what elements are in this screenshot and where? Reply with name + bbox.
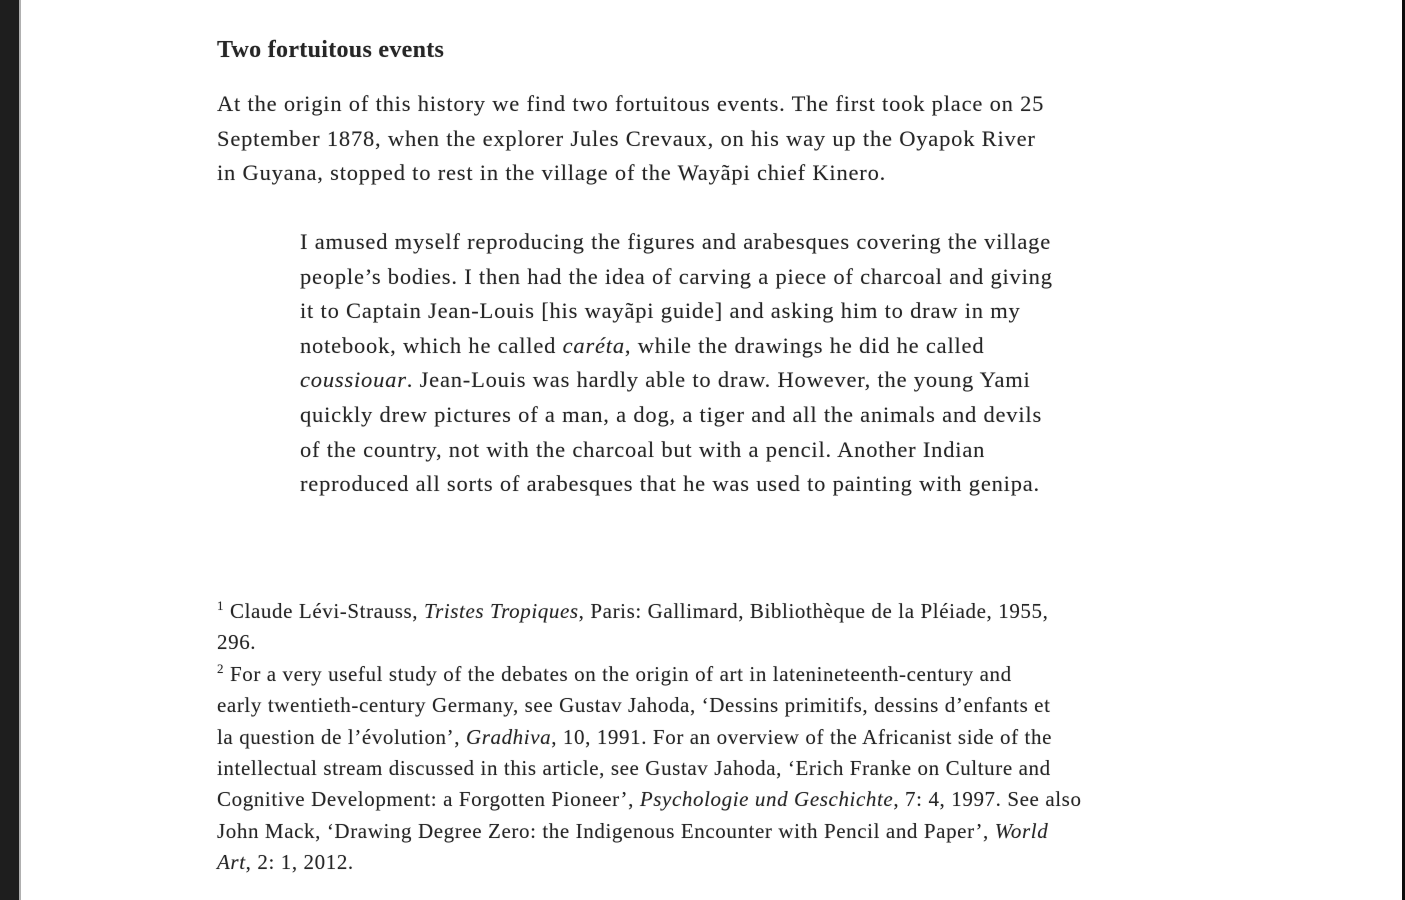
italic-text-run: Psychologie und Geschichte — [639, 787, 894, 812]
text-line — [217, 753, 1082, 784]
text-run: , 10, 1991. For an overview of the Africanist side of the — [551, 724, 1052, 749]
text-line — [300, 433, 1053, 468]
text-line — [300, 467, 1053, 502]
footnote-1 — [217, 596, 1082, 659]
footnote-marker: 1 — [217, 598, 225, 613]
text-run: quickly drew pictures of a man, a dog, a tiger and all the animals and devils — [300, 401, 1043, 427]
text-line — [217, 690, 1082, 721]
footnote-marker: 2 — [217, 660, 225, 676]
text-run: Cognitive Development: a Forgotten Pioneer’, — [217, 787, 640, 812]
viewer-left-dark-bar — [0, 0, 19, 900]
text-run: For a very useful study of the debates on the origin of art in latenineteenth-century and — [224, 661, 1012, 686]
text-line — [217, 122, 1044, 157]
text-run: reproduced all sorts of arabesques that he was used to painting with genipa. — [300, 471, 1040, 497]
text-line — [217, 596, 1082, 627]
text-run: notebook, which he called — [300, 332, 563, 358]
text-run: At the origin of this history we find two fortuitous events. The first took place on 25 — [217, 91, 1045, 116]
italic-text-run: World — [994, 818, 1049, 843]
text-run: I amused myself reproducing the figures and arabesques covering the village — [300, 229, 1052, 254]
text-line — [217, 847, 1082, 878]
text-run: . Jean-Louis was hardly able to draw. However, the young Yami — [406, 367, 1031, 393]
text-line — [217, 722, 1082, 753]
text-line — [300, 363, 1053, 398]
block-quote — [300, 225, 1053, 502]
text-line — [300, 329, 1053, 364]
text-line — [300, 294, 1053, 329]
text-line — [217, 87, 1044, 122]
section-heading: Two fortuitous events — [217, 37, 445, 64]
footnotes-section — [217, 596, 1082, 879]
text-run: of the country, not with the charcoal but with a pencil. Another Indian — [300, 436, 986, 462]
italic-text-run: Tristes Tropiques — [423, 599, 579, 623]
text-line — [300, 225, 1053, 260]
footnote-2 — [217, 659, 1082, 879]
text-run: in Guyana, stopped to rest in the village of the Wayãpi chief Kinero. — [217, 160, 887, 185]
italic-text-run: caréta — [562, 332, 625, 358]
text-run: John Mack, ‘Drawing Degree Zero: the Indigenous Encounter with Pencil and Paper’, — [217, 818, 995, 843]
text-line — [217, 816, 1082, 847]
text-run: , 7: 4, 1997. See also — [893, 787, 1082, 812]
text-run: , Paris: Gallimard, Bibliothèque de la Pléiade, 1955, — [578, 599, 1049, 623]
text-line — [300, 398, 1053, 433]
text-run: 296. — [217, 630, 257, 655]
text-run: September 1878, when the explorer Jules Crevaux, on his way up the Oyapok River — [217, 125, 1036, 151]
text-run: early twentieth-century Germany, see Gustav Jahoda, ‘Dessins primitifs, dessins d’enfants et — [217, 693, 1051, 718]
text-line — [300, 260, 1053, 295]
text-run: , 2: 1, 2012. — [245, 850, 354, 875]
text-line — [217, 627, 1082, 658]
text-run: intellectual stream discussed in this article, see Gustav Jahoda, ‘Erich Franke on Culture and — [217, 756, 1051, 781]
italic-text-run: Gradhiva — [465, 724, 552, 749]
text-run: it to Captain Jean-Louis [his wayãpi guide] and asking him to draw in my — [300, 298, 1021, 324]
text-run: , while the drawings he did he called — [624, 332, 985, 358]
body-paragraph — [217, 87, 1044, 191]
italic-text-run: Art — [217, 850, 246, 875]
text-line — [217, 156, 1044, 191]
text-run: people’s bodies. I then had the idea of carving a piece of charcoal and giving — [300, 263, 1053, 289]
page-left-border — [19, 0, 21, 900]
italic-text-run: coussiouar — [300, 367, 407, 393]
text-run: la question de l’évolution’, — [217, 724, 466, 749]
text-line — [217, 659, 1082, 690]
text-run: Claude Lévi-Strauss, — [224, 599, 424, 623]
text-line — [217, 784, 1082, 815]
